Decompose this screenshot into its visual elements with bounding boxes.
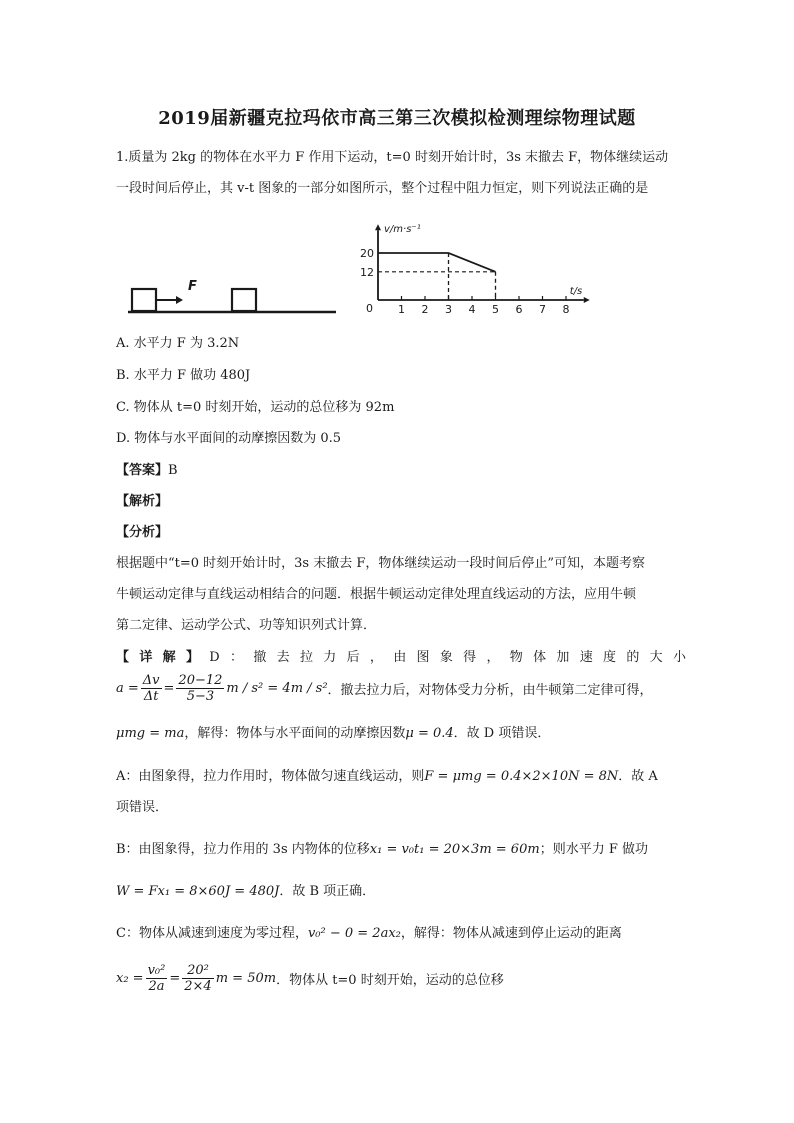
page-title: 2019届新疆克拉玛依市高三第三次模拟检测理综物理试题	[158, 108, 636, 129]
frac3-den: 2a	[148, 978, 165, 994]
question-line-2: 一段时间后停止，其 v-t 图象的一部分如图所示，整个过程中阻力恒定，则下列说法正确的是	[116, 181, 649, 196]
detail-d-text2: ．撤去拉力后，对物体受力分析，由牛顿第二定律可得，	[327, 682, 653, 698]
a-text2: ．故 A	[618, 769, 658, 784]
b-formula: x₁ = v₀t₁ = 20×3m = 60m	[369, 842, 540, 857]
detail-d-text3: ，解得：物体与水平面间的动摩擦因数	[184, 726, 406, 741]
b-text2: ；则水平力 F 做功	[539, 842, 648, 857]
detail-line-1	[116, 646, 686, 665]
x2-result: m = 50m	[215, 970, 277, 986]
detail-d-intro: D：撤去拉力后，由图象得，物体加速度的大小	[209, 650, 686, 665]
x-tick-label: 6	[515, 303, 523, 316]
detail-label: 【详解】	[116, 650, 210, 665]
c-formula: v₀² − 0 = 2ax₂	[307, 926, 401, 941]
mu-eq: μmg = ma	[116, 726, 185, 741]
b-text1: B：由图象得，拉力作用的 3s 内物体的位移	[116, 842, 370, 857]
a-formula: F = μmg = 0.4×2×10N = 8N	[424, 769, 619, 784]
b-work-line	[116, 880, 686, 899]
mu-val: μ = 0.4	[405, 726, 454, 741]
option-b: B. 水平力 F 做功 480J	[116, 368, 251, 383]
x-tick-label: 7	[539, 303, 546, 316]
frac4-den: 2×4	[184, 978, 212, 994]
b-text3: ．故 B 项正确．	[279, 884, 376, 899]
c-text2: ，解得：物体从减速到停止运动的距离	[400, 926, 622, 941]
block-end	[232, 289, 256, 311]
frac-values	[176, 673, 224, 704]
frac-dv-dt	[141, 673, 162, 704]
question-line-1: 1.质量为 2kg 的物体在水平力 F 作用下运动，t=0 时刻开始计时，3s 末撤去 F，物体继续运动	[116, 150, 669, 165]
x-tick-label: 2	[421, 303, 429, 316]
vt-chart	[350, 204, 590, 322]
answer-label: 【答案】	[116, 463, 169, 478]
c-text3: ．物体从 t=0 时刻开始，运动的总位移	[276, 972, 504, 988]
c-text1: C：物体从减速到速度为零过程，	[116, 926, 308, 941]
b-formula2: W = Fx₁ = 8×60J = 480J	[116, 884, 280, 899]
block-start	[132, 289, 156, 311]
x-tick-label: 3	[445, 303, 452, 316]
a-text3: 项错误．	[116, 800, 169, 815]
c-analysis-line	[116, 922, 686, 941]
x-tick-label: 4	[468, 303, 476, 316]
detail-d-text4: ．故 D 项错误．	[453, 726, 551, 741]
origin-label: 0	[366, 302, 373, 315]
frac2-den: 5−3	[186, 688, 215, 704]
a-text1: A：由图象得，拉力作用时，物体做匀速直线运动，则	[116, 769, 425, 784]
acceleration-formula-line: a = $\frac{\Delta v}{\Delta t}$ = $\frac{20-12}{5-3}$ m / s² = 4m / s² ．撤去拉力后，对物体受力分析，由牛顿第二定律可得，	[116, 672, 653, 704]
force-label: F	[188, 279, 197, 294]
frac-20-2x4	[182, 963, 213, 994]
fenxi-line-3: 第二定律、运动学公式、功等知识列式计算．	[116, 618, 377, 633]
mu-line	[116, 722, 686, 741]
vt-series-line	[378, 253, 496, 272]
option-c: C. 物体从 t=0 时刻开始，运动的总位移为 92m	[116, 400, 395, 415]
analysis-label: 【解析】	[116, 494, 169, 509]
option-d: D. 物体与水平面间的动摩擦因数为 0.5	[116, 431, 342, 446]
x-axis-arrow	[584, 297, 590, 303]
y-axis-arrow	[375, 224, 381, 230]
frac4-num: 20²	[182, 963, 213, 979]
a-result: m / s² = 4m / s²	[226, 680, 328, 696]
force-arrow-head	[176, 296, 183, 304]
answer-value: B	[168, 463, 178, 478]
frac3-num: v₀²	[147, 962, 166, 978]
x-tick-label: 1	[398, 303, 405, 316]
fenxi-label: 【分析】	[116, 525, 169, 540]
x2-eq: x₂ =	[116, 970, 144, 986]
frac2-num: 20−12	[178, 672, 223, 688]
fenxi-line-1: 根据题中“t=0 时刻开始计时，3s 末撤去 F，物体继续运动一段时间后停止”可知，本题考察	[116, 556, 646, 571]
frac1-den: Δt	[143, 688, 159, 704]
y-tick-label: 20	[360, 247, 374, 260]
a-analysis-line	[116, 765, 686, 784]
y-tick-label: 12	[360, 265, 374, 279]
y-axis-label: v/m·s⁻¹	[384, 224, 421, 236]
b-analysis-line	[116, 838, 686, 857]
x-tick-label: 5	[492, 303, 499, 316]
x-axis-label: t/s	[569, 286, 583, 297]
frac1-num: Δv	[142, 672, 160, 688]
x-tick-label: 8	[562, 303, 570, 316]
block-diagram	[128, 276, 340, 318]
answer-line	[116, 459, 686, 478]
frac-v0-2a	[146, 963, 168, 994]
x2-formula-line: x₂ = $\frac{\text{v₀²}}{2a}$ = $\frac{\text{20²}}{2\times 4}$ m = 50m ．物体从 t=0 时刻开始，运动的总位移	[116, 962, 504, 994]
a-eq: a =	[116, 680, 139, 696]
option-a: A. 水平力 F 为 3.2N	[116, 336, 240, 351]
fenxi-line-2: 牛顿运动定律与直线运动相结合的问题．根据牛顿运动定律处理直线运动的方法，应用牛顿	[116, 587, 637, 602]
